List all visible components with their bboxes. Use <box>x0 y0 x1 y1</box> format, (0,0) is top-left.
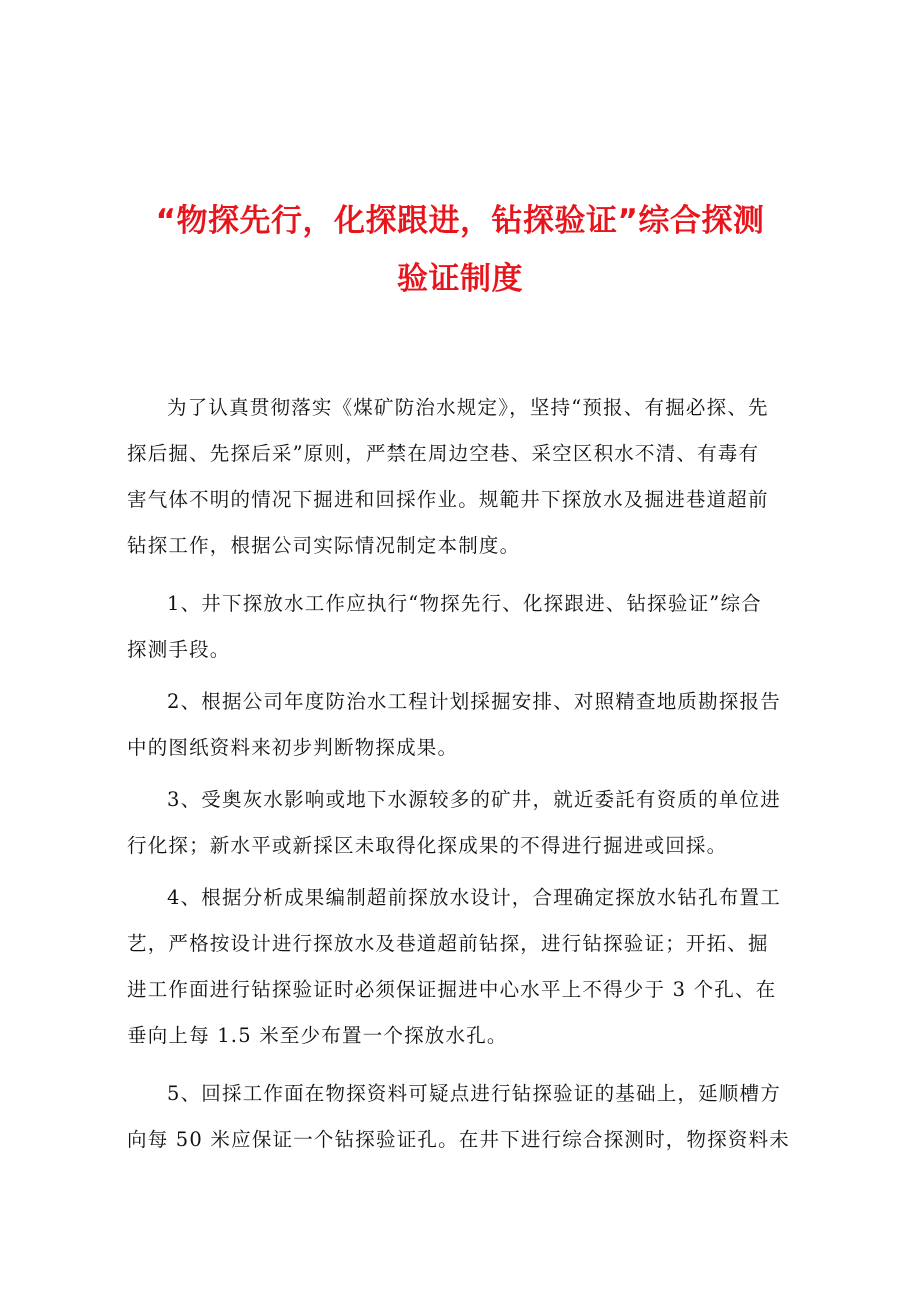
text-line: 4、根据分析成果编制超前探放水设计，合理确定探放水钻孔布置工 <box>167 886 781 909</box>
text-line: 向每 50 米应保证一个钻探验证孔。在井下进行综合探测时，物探资料未 <box>127 1128 791 1151</box>
text-line: 探测手段。 <box>127 638 231 661</box>
text-line: 钻探工作，根据公司实际情况制定本制度。 <box>127 534 521 557</box>
text-line: 为了认真贯彻落实《煤矿防治水规定》，坚持“预报、有掘必探、先 <box>167 396 769 419</box>
paragraph-item-4 <box>127 875 803 1071</box>
text-line: 中的图纸资料来初步判断物探成果。 <box>127 736 459 759</box>
document-title <box>100 192 820 308</box>
text-line: 探后掘、先探后采”原则，严禁在周边空巷、采空区积水不清、有毒有 <box>127 442 760 465</box>
text-line: 3、受奥灰水影响或地下水源较多的矿井，就近委託有资质的单位进 <box>167 788 781 811</box>
text-line: 害气体不明的情况下掘进和回採作业。规範井下探放水及掘进巷道超前 <box>127 488 769 511</box>
text-line: 垂向上每 1.5 米至少布置一个探放水孔。 <box>127 1024 508 1047</box>
paragraph-item-2 <box>127 679 803 777</box>
text-line: 行化探；新水平或新採区未取得化探成果的不得进行掘进或回採。 <box>127 834 728 857</box>
paragraph-item-1 <box>127 581 803 679</box>
text-line: 1、井下探放水工作应执行“物探先行、化探跟进、钻探验证”综合 <box>167 592 762 615</box>
document-body <box>127 385 803 1169</box>
title-line: “物探先行，化探跟进，钻探验证”综合探测 <box>155 203 765 239</box>
paragraph-intro <box>127 385 803 581</box>
text-line: 进工作面进行钻探验证时必须保证掘进中心水平上不得少于 3 个孔、在 <box>127 978 777 1001</box>
text-line: 5、回採工作面在物探资料可疑点进行钻探验证的基础上，延顺槽方 <box>167 1082 781 1105</box>
text-line: 2、根据公司年度防治水工程计划採掘安排、对照精查地质勘探报告 <box>167 690 781 713</box>
title-line: 验证制度 <box>397 261 523 297</box>
text-line: 艺，严格按设计进行探放水及巷道超前钻探，进行钻探验证；开拓、掘 <box>127 932 769 955</box>
paragraph-item-5 <box>127 1071 803 1169</box>
paragraph-item-3 <box>127 777 803 875</box>
